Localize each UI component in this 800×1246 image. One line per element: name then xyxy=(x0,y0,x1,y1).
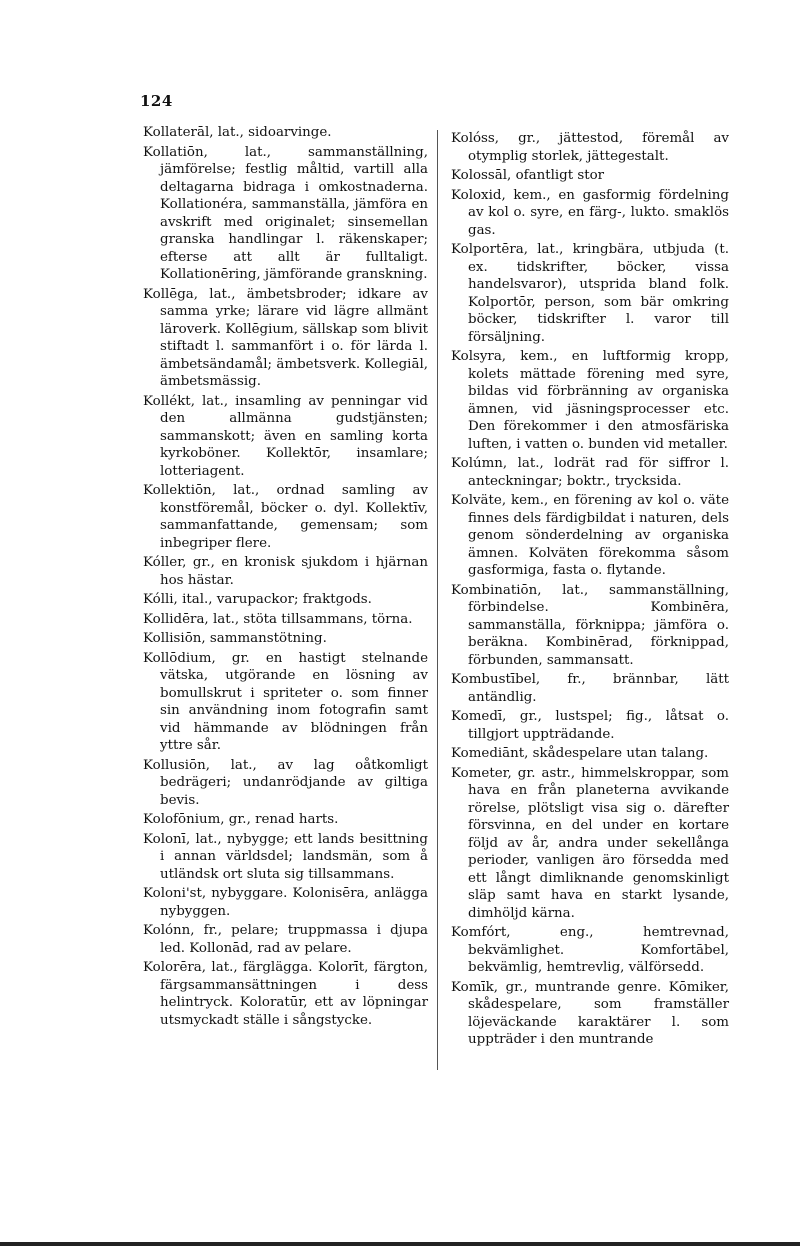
dictionary-entry: Kolónn, fr., pelare; truppmassa i djupa led. Kollonād, rad av pelare. xyxy=(143,923,428,956)
right-column xyxy=(451,130,729,1051)
dictionary-entry: Kolsyra, kem., en luftformig kropp, kolets mättade förening med syre, bildas vid förbränning av organiska ämnen, vid jäsningsprocesser etc. Den förekommer i den atmosfäriska luften, i vatten o. bunden vid metaller. xyxy=(451,349,729,452)
dictionary-entry: Kollaterāl, lat., sidoarvinge. xyxy=(143,125,332,140)
dictionary-entry: Kombinatiōn, lat., sammanställning, förbindelse. Kombinēra, sammanställa, förknippa; jämföra o. beräkna. Kombinērad, förknippad, förbunden, sammansatt. xyxy=(451,582,729,668)
dictionary-entry: Kolportēra, lat., kringbära, utbjuda (t. ex. tidskrifter, böcker, vissa handelsvaror), utsprida bland folk. Kolportōr, person, som bär omkring böcker, tidskrifter l. varor till försäljning. xyxy=(451,242,729,345)
dictionary-entry: Kometer, gr. astr., himmelskroppar, som hava en från planeterna avvikande rörelse, plötsligt visa sig o. därefter försvinna, en del under en kortare följd av år, andra under sekellånga perioder, vanligen äro försedda med ett långt dimliknande genomskinligt släp samt hava en starkt lysande, dimhöljd kärna. xyxy=(451,765,729,921)
dictionary-entry: Kollatiōn, lat., sammanställning, jämförelse; festlig måltid, vartill alla deltagarna bidraga i omkostnaderna. Kollationéra, sammanställa, jämföra en avskrift med originalet; sinsemellan granska handlingar l. räkenskaper; efterse att allt är fulltaligt. Kollationēring, jämförande granskning. xyxy=(143,144,428,282)
dictionary-entry: Kolóss, gr., jättestod, föremål av otymplig storlek, jättegestalt. xyxy=(451,131,729,164)
dictionary-entry: Kolossāl, ofantligt stor xyxy=(451,168,605,183)
dictionary-entry: Komediānt, skådespelare utan talang. xyxy=(451,746,709,761)
dictionary-entry: Kombustībel, fr., brännbar, lätt antändlig. xyxy=(451,672,729,705)
page-bottom-edge xyxy=(0,1242,800,1246)
dictionary-entry: Kollékt, lat., insamling av penningar vid den allmänna gudstjänsten; sammanskott; även en samling korta kyrkoböner. Kollektōr, insamlare; lotteriagent. xyxy=(143,393,428,479)
dictionary-entry: Kólli, ital., varupackor; fraktgods. xyxy=(143,592,372,607)
dictionary-entry: Kollusiōn, lat., av lag oåtkomligt bedrägeri; undanrödjande av giltiga bevis. xyxy=(143,757,428,808)
dictionary-entry: Kollidēra, lat., stöta tillsammans, törna. xyxy=(143,611,413,627)
dictionary-entry: Koloxid, kem., en gasformig fördelning av kol o. syre, en färg-, luktо. smaklös gas. xyxy=(451,187,729,238)
dictionary-entry: Kolofōnium, gr., renad harts. xyxy=(143,812,339,827)
dictionary-entry: Komedī, gr., lustspel; fig., låtsat o. tillgjort uppträdande. xyxy=(451,709,729,742)
page-number: 124 xyxy=(140,92,173,110)
dictionary-entry: Kollisiōn, sammanstötning. xyxy=(143,631,327,646)
dictionary-entry: Koloni'st, nybyggare. Kolonisēra, anlägga nybyggen. xyxy=(143,886,428,919)
dictionary-entry: Kollēga, lat., ämbetsbroder; idkare av samma yrke; lärare vid lägre allmänt läroverk. Kollēgium, sällskap som blivit stiftadt l. sammanfört i o. för lärda l. ämbetsändamål; ämbetsverk. Kollegiāl, ämbetsmässig. xyxy=(143,286,428,389)
column-divider xyxy=(437,130,438,1070)
dictionary-entry: Komfórt, eng., hemtrevnad, bekvämlighet. Komfortābel, bekvämlig, hemtrevlig, välförsedd. xyxy=(451,925,729,975)
dictionary-entry: Komīk, gr., muntrande genre. Kōmiker, skådespelare, som framställer löjeväckande karaktärer l. som uppträder i den muntrande xyxy=(451,979,729,1047)
dictionary-entry: Kolonī, lat., nybygge; ett lands besittning i annan världsdel; landsmän, som å utländsk ort sluta sig tillsammans. xyxy=(143,831,428,882)
dictionary-entry: Kolorēra, lat., färglägga. Kolorīt, färgton, färgsammansättningen i dess helintryck. Koloratūr, ett av löpningar utsmyckadt ställe i sångstycke. xyxy=(143,960,428,1028)
dictionary-entry: Kollōdium, gr. en hastigt stelnande vätska, utgörande en lösning av bomullskrut i spriteter o. som finner sin användning inom fotografin samt vid hämmande av blödningen från yttre sår. xyxy=(143,650,428,753)
dictionary-entry: Kolúmn, lat., lodrät rad för siffror l. anteckningar; boktr., trycksida. xyxy=(451,456,729,489)
dictionary-entry: Kollektiōn, lat., ordnad samling av konstföremål, böcker o. dyl. Kollektīv, sammanfattande, gemensam; som inbegriper flere. xyxy=(143,483,428,551)
left-column xyxy=(143,124,428,1031)
dictionary-entry: Kóller, gr., en kronisk sjukdom i hjärnan hos hästar. xyxy=(143,555,428,588)
dictionary-entry: Kolväte, kem., en förening av kol o. väte finnes dels färdigbildat i naturen, dels genom sönderdelning av organiska ämnen. Kolväten förekomma såsom gasformiga, fasta o. flytande. xyxy=(451,493,729,578)
